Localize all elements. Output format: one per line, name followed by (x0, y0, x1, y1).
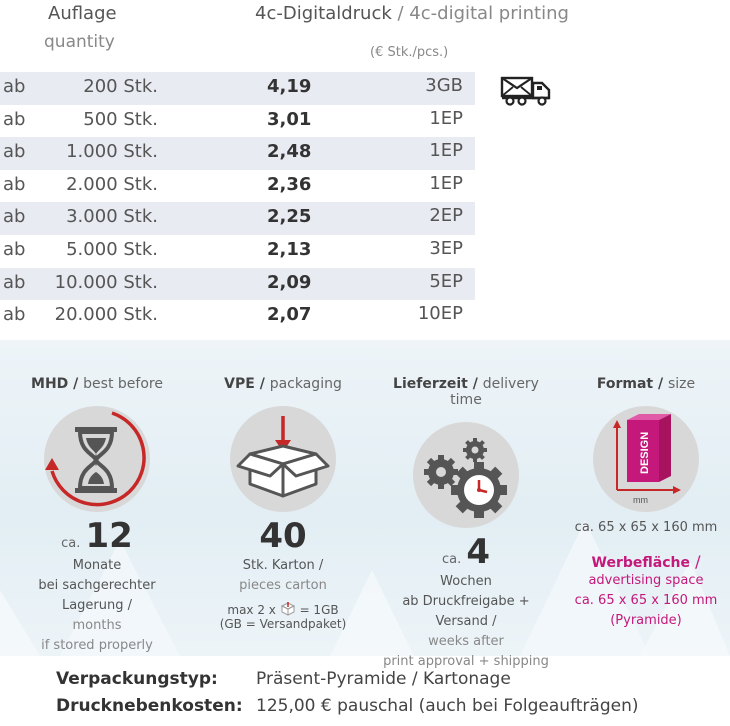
packaging-unit-de: Stk. Karton / (242, 558, 324, 573)
price-row-shipping: 1EP (429, 107, 463, 129)
packaging-value (192, 516, 374, 556)
price-row (0, 235, 475, 268)
packaging-type-value: Präsent-Pyramide / Kartonage (256, 669, 511, 689)
price-row-price: 3,01 (267, 108, 312, 130)
price-row-price: 2,09 (267, 271, 312, 293)
print-method-sep: / (391, 3, 410, 24)
gears-clock-icon (413, 422, 519, 528)
best-before-condition-de: bei sachgerechter Lagerung / (38, 578, 156, 613)
price-row-prefix: ab (3, 271, 26, 293)
packaging-title-de: VPE (224, 376, 255, 392)
delivery-title-en: delivery time (450, 376, 539, 408)
delivery-title-de: Lieferzeit (393, 376, 468, 392)
delivery-unit-en: weeks after (428, 634, 504, 649)
packaging-unit-en: pieces carton (239, 578, 327, 593)
price-row-price: 2,48 (267, 141, 312, 163)
delivery-truck-icon (500, 76, 552, 110)
packaging-title: VPE / packaging (224, 376, 342, 392)
packaging-number: 40 (259, 516, 307, 556)
price-row-price: 2,13 (267, 238, 312, 260)
mm-label: mm (633, 495, 648, 505)
best-before-title-en: best before (83, 376, 163, 392)
small-box-icon (280, 603, 296, 617)
best-before-column (6, 340, 188, 656)
price-row-quantity: 2.000 Stk. (66, 173, 158, 195)
price-row-prefix: ab (3, 238, 26, 260)
design-label: DESIGN (639, 431, 651, 474)
delivery-condition-de: ab Druckfreigabe + Versand / (402, 594, 530, 629)
format-title-de: Format (596, 376, 654, 392)
print-method-de: 4c-Digitaldruck (255, 3, 392, 24)
price-row-price: 2,36 (267, 173, 312, 195)
packaging-type-row (56, 669, 511, 689)
packaging-max-suffix: = 1GB (299, 603, 339, 617)
price-row (0, 170, 475, 203)
price-row (0, 137, 475, 170)
price-row-quantity: 500 Stk. (83, 108, 158, 130)
price-row-quantity: 20.000 Stk. (54, 304, 158, 326)
advertising-space-size: ca. 65 x 65 x 160 mm (574, 593, 718, 608)
price-row-prefix: ab (3, 108, 26, 130)
advertising-space-sep: / (689, 552, 701, 571)
price-row (0, 300, 475, 333)
price-row-prefix: ab (3, 304, 26, 326)
design-box-icon (593, 406, 699, 512)
best-before-unit-en: months (72, 618, 122, 633)
price-row-shipping: 2EP (429, 205, 463, 227)
hourglass-icon (44, 406, 150, 512)
advertising-space-shape: (Pyramide) (610, 613, 682, 628)
price-row-shipping: 3GB (425, 75, 463, 96)
packaging-footnote: (GB = Versandpaket) (219, 617, 347, 631)
price-row-shipping: 3EP (429, 237, 463, 259)
best-before-title: MHD / best before (31, 376, 163, 392)
price-row-prefix: ab (3, 76, 26, 97)
price-row-price: 2,07 (267, 304, 312, 326)
format-size (555, 518, 730, 538)
price-row-price: 4,19 (267, 76, 312, 97)
print-costs-value: 125,00 € pauschal (auch bei Folgeaufträgen) (256, 696, 639, 716)
best-before-title-de: MHD (31, 376, 69, 392)
packaging-max-prefix: max 2 x (227, 603, 276, 617)
price-row (0, 72, 475, 105)
quantity-header-en: quantity (44, 32, 115, 52)
best-before-condition-en: if stored properly (41, 638, 153, 653)
box-icon (230, 406, 336, 512)
delivery-number: 4 (466, 532, 490, 572)
advertising-space-en: advertising space (588, 573, 704, 588)
price-row-shipping: 1EP (429, 140, 463, 162)
print-costs-label: Drucknebenkosten: (56, 696, 243, 716)
price-row-quantity: 5.000 Stk. (66, 238, 158, 260)
price-row-quantity: 200 Stk. (83, 76, 158, 97)
format-column (555, 340, 730, 631)
price-row-prefix: ab (3, 141, 26, 163)
price-row (0, 105, 475, 138)
print-costs-row (56, 696, 639, 716)
delivery-unit: Wochen (440, 574, 492, 589)
price-row-quantity: 10.000 Stk. (54, 271, 158, 293)
price-row-shipping: 1EP (429, 172, 463, 194)
price-row-prefix: ab (3, 173, 26, 195)
price-row-shipping: 10EP (417, 303, 463, 325)
packaging-title-en: packaging (269, 376, 342, 392)
packaging-type-label: Verpackungstyp: (56, 669, 218, 689)
best-before-ca: ca. (61, 536, 81, 551)
format-title-en: size (667, 376, 696, 392)
print-method-header (255, 3, 569, 24)
print-method-en: 4c-digital printing (409, 3, 569, 24)
advertising-space-title (555, 552, 730, 571)
unit-header: (€ Stk./pcs.) (370, 45, 449, 60)
price-row (0, 202, 475, 235)
delivery-column (375, 340, 557, 672)
price-table (0, 72, 475, 333)
format-title: Format / size (596, 376, 696, 392)
best-before-number: 12 (85, 516, 133, 556)
best-before-unit: Monate (72, 558, 122, 573)
quantity-header: Auflage (48, 3, 117, 24)
price-row-prefix: ab (3, 206, 26, 228)
best-before-value (6, 516, 188, 556)
packaging-column (192, 340, 374, 631)
advertising-space-de: Werbefläche (591, 555, 690, 571)
price-row-price: 2,25 (267, 206, 312, 228)
price-row-quantity: 3.000 Stk. (66, 206, 158, 228)
format-size-text: ca. 65 x 65 x 160 mm (574, 520, 718, 535)
delivery-ca: ca. (441, 552, 462, 567)
delivery-value (375, 532, 557, 572)
price-row-shipping: 5EP (429, 270, 463, 292)
price-row-quantity: 1.000 Stk. (66, 141, 158, 163)
price-row (0, 268, 475, 301)
delivery-title: Lieferzeit / delivery time (393, 376, 539, 408)
packaging-max (192, 602, 374, 617)
delivery-condition-en: print approval + shipping (383, 654, 549, 669)
